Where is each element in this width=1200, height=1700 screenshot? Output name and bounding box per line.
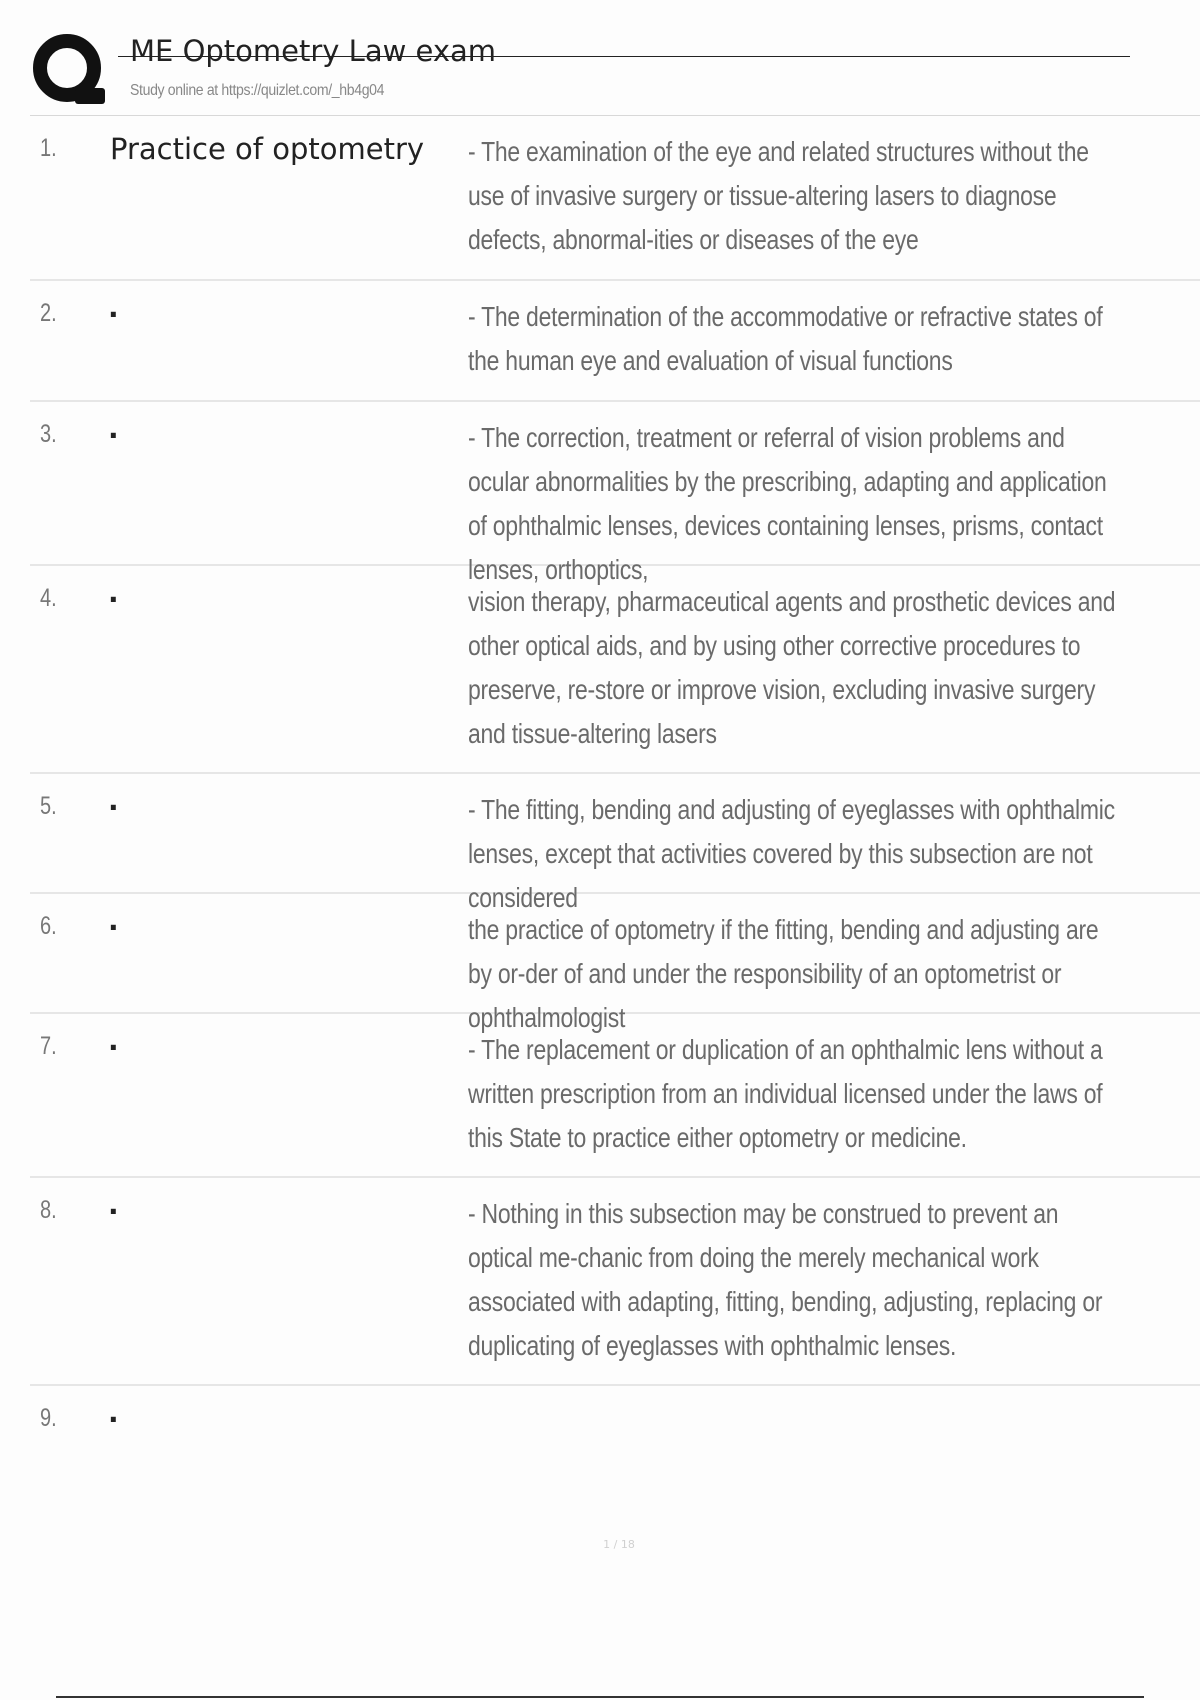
card-term: . [108,904,119,937]
card-term: . [108,291,119,324]
card-number: 6. [40,912,57,940]
card-term: Practice of optometry [110,132,425,166]
card-number: 8. [40,1196,57,1224]
card-term: . [108,784,119,817]
flashcard-list [30,116,1200,1506]
flashcard-row [30,894,1200,1033]
flashcard-row [30,1386,1200,1506]
card-number: 2. [40,299,57,327]
card-number: 3. [40,420,57,448]
flashcard-row [30,402,1200,585]
card-number: 1. [40,134,57,162]
flashcard-row [30,566,1200,774]
quizlet-logo-icon [31,32,107,108]
card-definition: vision therapy, pharmaceutical agents and prosthetic devices and other optical aids, and by using other corrective procedures to preserve, re-store or improve vision, excluding invasive surgery and tissue-altering lasers [468,586,1116,749]
flashcard-row [30,774,1200,913]
card-definition: the practice of optometry if the fitting, bending and adjusting are by or-der of and under the responsibility of an optometrist or ophthalmologist [468,914,1099,1033]
document-subtitle: Study online at https://quizlet.com/_hb4g04 [130,82,385,99]
card-definition: - The correction, treatment or referral of vision problems and ocular abnormalities by the prescribing, adapting and application of ophthalmic lenses, devices containing lenses, prisms, contact lenses, orthoptics, [468,422,1107,585]
card-term: . [108,1024,119,1057]
card-definition: - The determination of the accommodative or refractive states of the human eye and evaluation of visual functions [468,301,1103,376]
page-number: 1 / 18 [603,1538,635,1551]
card-term: . [108,576,119,609]
card-definition: - The examination of the eye and related structures without the use of invasive surgery or tissue-altering lasers to diagnose defects, abnormal-ities or diseases of the eye [468,136,1089,255]
card-term: . [108,1188,119,1221]
card-number: 7. [40,1032,57,1060]
card-definition: - The fitting, bending and adjusting of eyeglasses with ophthalmic lenses, except that activities covered by this subsection are not considered [468,794,1115,913]
flashcard-row [30,1014,1200,1178]
flashcard-row [30,281,1200,402]
footer-rule [56,1696,1144,1698]
card-term: . [108,412,119,445]
document-title: ME Optometry Law exam [130,34,497,68]
card-definition: - Nothing in this subsection may be construed to prevent an optical me-chanic from doing the merely mechanical work associated with adapting, fitting, bending, adjusting, replacing or duplicating of eyeglasses with ophthalmic lenses. [468,1198,1103,1361]
card-number: 9. [40,1404,57,1432]
card-term: . [108,1396,119,1429]
card-definition: - The replacement or duplication of an ophthalmic lens without a written prescription from an individual licensed under the laws of this State to practice either optometry or medicine. [468,1034,1103,1153]
flashcard-row [30,116,1200,281]
card-number: 4. [40,584,57,612]
flashcard-row [30,1178,1200,1386]
card-number: 5. [40,792,57,820]
